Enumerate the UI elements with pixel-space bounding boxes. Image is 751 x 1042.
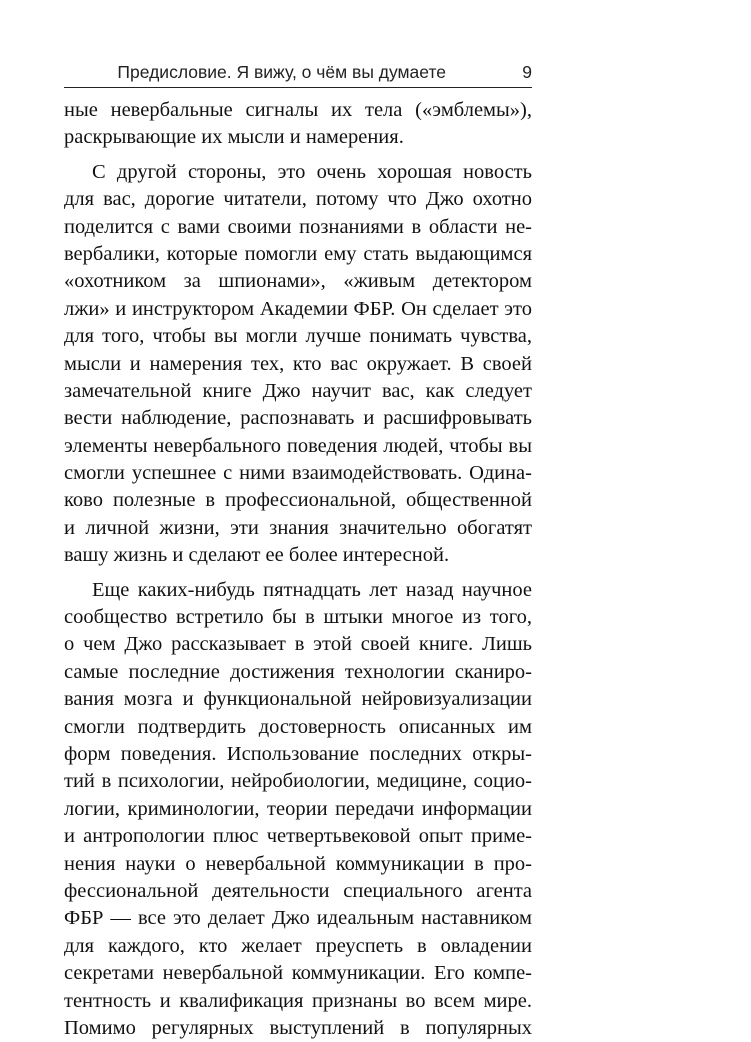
paragraph — [64, 97, 532, 152]
text-line: мысли и намерения тех, кто вас окружает. В своей — [64, 352, 532, 375]
body-text — [64, 97, 532, 1042]
paragraph — [64, 159, 532, 570]
text-line: логии, криминологии, теории передачи информации — [64, 797, 532, 820]
text-line: форм поведения. Использование последних откры- — [64, 742, 532, 765]
paragraph — [64, 577, 532, 1042]
text-line: вашу жизнь и сделают ее более интересной. — [64, 544, 450, 567]
text-line: секретами невербальной коммуникации. Его компе- — [64, 962, 532, 985]
text-line: тентность и квалификация признаны во всем мире. — [64, 989, 532, 1012]
text-line: о чем Джо рассказывает в этой своей книге. Лишь — [64, 633, 532, 656]
text-line: вербалики, которые помогли ему стать выдающимся — [64, 242, 532, 265]
text-line: для того, чтобы вы могли лучше понимать чувства, — [64, 325, 532, 348]
text-line: самые последние достижения технологии сканиро- — [64, 660, 532, 683]
text-line: замечательной книге Джо научит вас, как следует — [64, 379, 532, 402]
text-line: поделится с вами своими познаниями в области не- — [64, 215, 532, 238]
text-line: для каждого, кто желает преуспеть в овладении — [64, 934, 532, 957]
text-line: тий в психологии, нейробиологии, медицине, социо- — [64, 770, 532, 793]
text-line: нения науки о невербальной коммуникации в про- — [64, 852, 532, 875]
text-line: вести наблюдение, распознавать и расшифровывать — [64, 407, 532, 430]
text-line: ные невербальные сигналы их тела («эмблемы»), — [64, 99, 532, 121]
page-number: 9 — [522, 62, 532, 82]
text-line: и личной жизни, эти знания значительно обогатят — [64, 516, 532, 539]
text-line: смогли подтвердить достоверность описанных им — [64, 715, 532, 738]
text-line: лжи» и инструктором Академии ФБР. Он сделает это — [64, 297, 532, 320]
text-line: элементы невербального поведения людей, чтобы вы — [64, 434, 532, 457]
text-line: Помимо регулярных выступлений в популярных — [64, 1016, 532, 1039]
text-line: ФБР — все это делает Джо идеальным наставником — [64, 907, 532, 930]
text-line: вания мозга и функциональной нейровизуализации — [64, 688, 532, 711]
text-line: Еще каких-нибудь пятнадцать лет назад научное — [92, 578, 532, 601]
text-line: смогли успешнее с ними взаимодействовать. Одина- — [64, 462, 532, 485]
text-line: раскрывающие их мысли и намерения. — [64, 126, 404, 149]
running-title: Предисловие. Я вижу, о чём вы думаете — [117, 62, 446, 82]
text-line: «охотником за шпионами», «живым детектором — [64, 270, 532, 293]
running-header — [64, 57, 532, 88]
text-line: фессиональной деятельности специального агента — [64, 879, 532, 902]
text-line: сообщество встретило бы в штыки многое из того, — [64, 606, 532, 629]
text-line: для вас, дорогие читатели, потому что Джо охотно — [64, 188, 532, 211]
text-line: ково полезные в профессиональной, общественной — [64, 489, 532, 512]
text-line: и антропологии плюс четвертьвековой опыт приме- — [64, 825, 532, 848]
text-line: С другой стороны, это очень хорошая новость — [92, 160, 532, 183]
